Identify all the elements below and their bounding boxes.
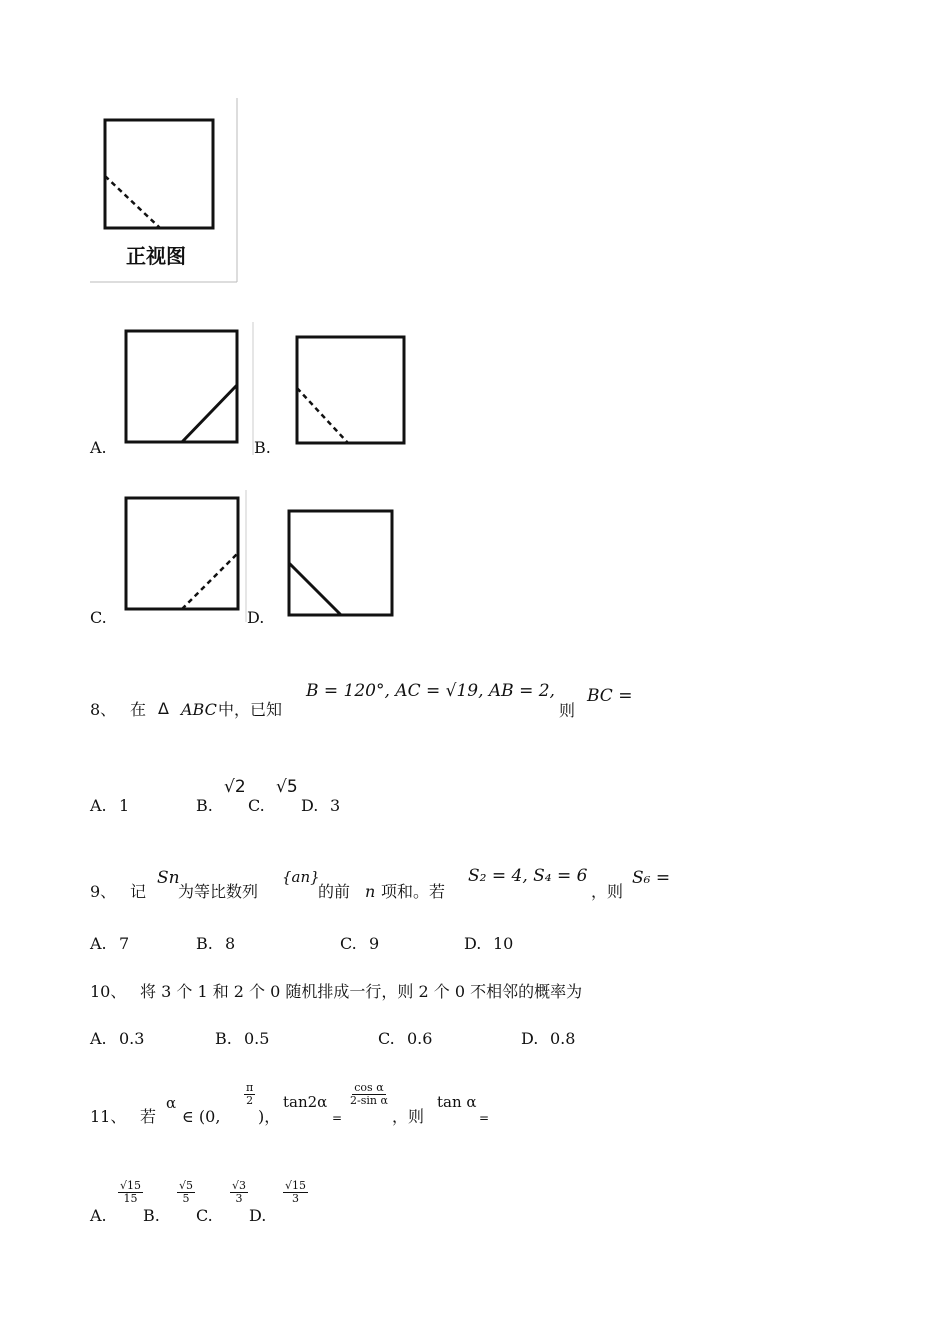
view-option-d-letter[interactable]: D. [247,608,265,627]
view-option-c-letter[interactable]: C. [90,608,107,627]
q11-option-b-num: √5 [179,1179,194,1192]
q11-option-d-value[interactable] [283,1180,308,1205]
q8-text-2: 中，已知 [218,700,283,719]
q10-text: 将 3 个 1 和 2 个 0 随机排成一行，则 2 个 0 不相邻的概率为 [140,982,583,1001]
q11-option-d-num: √15 [285,1179,307,1192]
q8-option-b-value[interactable]: √2 [224,777,246,797]
q11-text-2: ，则 [392,1107,425,1126]
q8-number: 8、 [90,700,117,719]
view-d-edge [289,563,341,615]
q9-text-3: 的前 [318,882,351,901]
q8-option-b-letter[interactable]: B. [196,796,213,815]
q9-option-b-letter[interactable]: B. [196,934,213,953]
q11-option-b-den: 5 [182,1192,190,1205]
q11-pi: π [246,1081,254,1094]
q9-option-a-letter[interactable]: A. [90,934,107,953]
q8-bc: BC = [587,686,633,706]
view-d-square [289,511,392,615]
q8-option-c-letter[interactable]: C. [248,796,265,815]
q9-option-c-value[interactable]: 9 [369,934,380,953]
q9-option-a-value[interactable]: 7 [119,934,130,953]
front-view-label: 正视图 [126,244,186,268]
q11-tana: tan α [437,1093,477,1111]
view-option-a-letter[interactable]: A. [90,438,107,457]
q9-s6: S₆ = [632,868,671,888]
q11-option-d-den: 3 [292,1192,299,1205]
q8-option-c-value[interactable]: √5 [276,777,298,797]
q11-two: 2 [246,1094,254,1107]
q11-equals-1: = [332,1111,343,1125]
q9-condition: S₂ = 4, S₄ = 6 [468,866,588,886]
q9-text-4: 项和。若 [381,882,446,901]
q9-an: {an} [282,868,320,886]
q8-delta: Δ [158,699,169,718]
q8-text-3: 则 [559,701,576,720]
q8-option-a-value[interactable]: 1 [119,796,130,815]
q10-option-a-letter[interactable]: A. [90,1029,107,1048]
q9-option-d-value[interactable]: 10 [493,934,514,953]
q11-alpha: α [166,1094,177,1112]
q11-pi-over-2 [244,1082,255,1107]
q8-option-a-letter[interactable]: A. [90,796,107,815]
q10-option-a-value[interactable]: 0.3 [119,1029,145,1048]
q9-option-c-letter[interactable]: C. [340,934,357,953]
view-option-b-letter[interactable]: B. [254,438,271,457]
q10-number: 10、 [90,982,127,1001]
q11-in-interval: ∈ (0, [182,1107,221,1126]
q10-option-b-letter[interactable]: B. [215,1029,232,1048]
q9-text-1: 记 [130,882,147,901]
q11-rhs-den: 2-sin α [350,1094,388,1107]
q9-option-b-value[interactable]: 8 [225,934,236,953]
q10-option-c-letter[interactable]: C. [378,1029,395,1048]
q10-option-b-value[interactable]: 0.5 [244,1029,270,1048]
q9-text-2: 为等比数列 [178,882,259,901]
q11-option-a-letter[interactable]: A. [90,1206,107,1225]
q11-rhs-fraction [348,1082,390,1107]
q11-option-a-den: 15 [123,1192,138,1205]
q9-option-d-letter[interactable]: D. [464,934,482,953]
q11-tan2a: tan2α [283,1093,328,1111]
view-option-d-figure[interactable] [0,0,950,650]
q9-number: 9、 [90,882,117,901]
q11-text-1: 若 [140,1107,157,1126]
q11-option-c-den: 3 [235,1192,243,1205]
q11-close-paren: )， [258,1107,281,1126]
q9-text-5: ，则 [591,882,624,901]
q11-equals-2: = [479,1111,490,1125]
q11-option-c-value[interactable] [230,1180,248,1205]
q8-option-d-value[interactable]: 3 [330,796,341,815]
q9-n: n [365,882,376,901]
q11-option-a-value[interactable] [118,1180,143,1205]
q8-text-1: 在 [130,700,147,719]
q9-sn: Sn [157,868,180,888]
q8-formula: B = 120°, AC = √19, AB = 2, [306,681,555,701]
q11-rhs-num: cos α [354,1081,384,1094]
q10-option-d-value[interactable]: 0.8 [550,1029,576,1048]
q11-option-a-num: √15 [120,1179,142,1192]
q8-abc: ABC [181,700,217,719]
q10-option-d-letter[interactable]: D. [521,1029,539,1048]
q11-option-b-letter[interactable]: B. [143,1206,160,1225]
q11-option-c-num: √3 [232,1179,247,1192]
q11-option-c-letter[interactable]: C. [196,1206,213,1225]
q11-option-d-letter[interactable]: D. [249,1206,267,1225]
q8-option-d-letter[interactable]: D. [301,796,319,815]
q10-option-c-value[interactable]: 0.6 [407,1029,433,1048]
q11-number: 11、 [90,1107,127,1126]
q11-option-b-value[interactable] [177,1180,195,1205]
